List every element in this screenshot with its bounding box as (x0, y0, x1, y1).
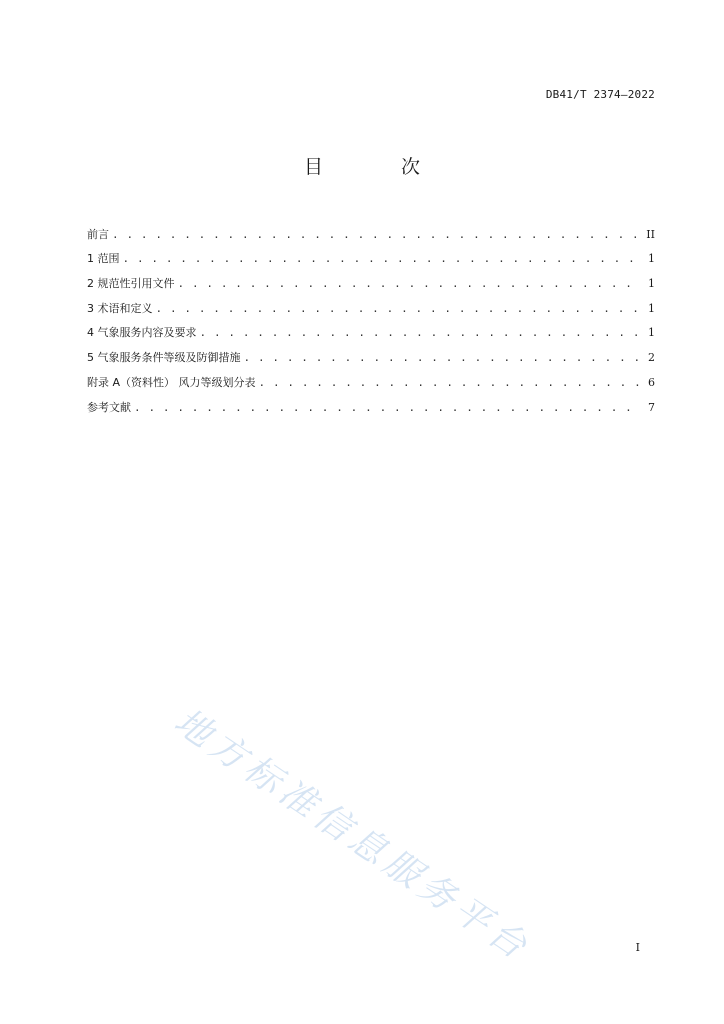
toc-entry-terms[interactable] (87, 291, 655, 316)
toc-entry-page: 1 (648, 326, 655, 340)
toc-entry-service-content[interactable] (87, 316, 655, 341)
page-number: I (635, 941, 640, 954)
standard-code: DB41/T 2374—2022 (545, 88, 655, 101)
dot-leader (156, 302, 640, 316)
toc-entry-page: 7 (648, 400, 655, 414)
toc-entry-page: 1 (648, 277, 655, 291)
table-of-contents (87, 217, 655, 415)
toc-entry-page: 6 (648, 375, 655, 389)
watermark: 地方标准信息服务平台 (166, 700, 538, 970)
toc-entry-page: 1 (648, 301, 655, 315)
toc-entry-normative-references[interactable] (87, 266, 655, 291)
toc-entry-label: 附录 A（资料性） 风力等级划分表 (87, 375, 256, 389)
toc-entry-label: 前言 (87, 227, 109, 241)
toc-entry-label: 5 气象服务条件等级及防御措施 (87, 351, 241, 365)
dot-leader (259, 376, 639, 390)
toc-entry-label: 1 范围 (87, 252, 120, 266)
toc-entry-label: 参考文献 (87, 400, 131, 414)
toc-entry-foreword[interactable] (87, 217, 655, 242)
toc-entry-label: 2 规范性引用文件 (87, 277, 175, 291)
dot-leader (112, 228, 639, 242)
toc-entry-label: 3 术语和定义 (87, 301, 153, 315)
toc-entry-page: 1 (648, 252, 655, 266)
toc-entry-label: 4 气象服务内容及要求 (87, 326, 197, 340)
toc-entry-scope[interactable] (87, 242, 655, 267)
toc-entry-bibliography[interactable] (87, 390, 655, 415)
toc-title: 目 次 (303, 156, 457, 178)
dot-leader (123, 252, 640, 266)
dot-leader (178, 277, 640, 291)
dot-leader (134, 401, 639, 415)
toc-entry-appendix-a[interactable] (87, 365, 655, 390)
toc-entry-condition-levels[interactable] (87, 340, 655, 365)
toc-entry-page: 2 (648, 351, 655, 365)
toc-entry-page: II (646, 227, 655, 241)
dot-leader (244, 351, 640, 365)
dot-leader (200, 326, 640, 340)
